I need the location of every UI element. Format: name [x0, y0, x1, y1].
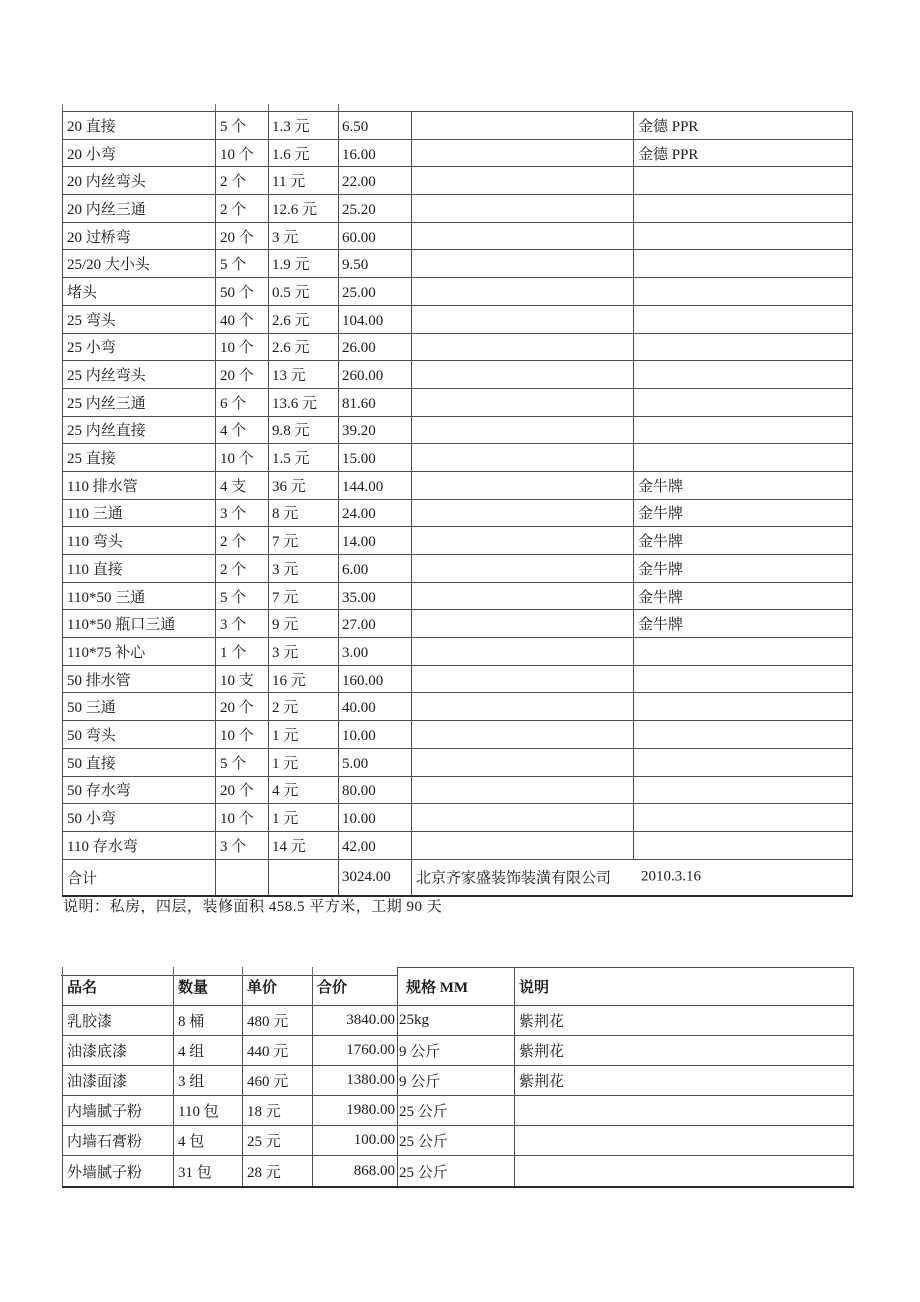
blank-cell	[412, 582, 634, 610]
blank-cell	[412, 693, 634, 721]
amount-cell: 1760.00	[313, 1036, 398, 1066]
amount-cell: 3840.00	[313, 1006, 398, 1036]
note-line: 说明：私房，四层，装修面积 458.5 平方米，工期 90 天	[63, 899, 443, 915]
amount-cell	[339, 222, 412, 250]
amount-cell	[339, 804, 412, 832]
amount-value: 24.00	[342, 506, 376, 523]
item-name-cell: 110 存水弯	[63, 831, 216, 859]
amount-cell	[339, 444, 412, 472]
blank-cell	[412, 499, 634, 527]
amount-cell	[339, 527, 412, 555]
brand-cell	[634, 693, 853, 721]
header-top-border-offset	[61, 965, 397, 976]
amount-value: 260.00	[342, 368, 384, 385]
brand-cell	[634, 638, 853, 666]
quantity-cell: 6 个	[216, 388, 269, 416]
blank-cell	[412, 416, 634, 444]
note-cell: 紫荆花	[515, 1036, 854, 1066]
table-row	[63, 444, 853, 472]
totals-amount-cell: 3024.00	[339, 859, 412, 896]
table-row	[63, 804, 853, 832]
unit-price-cell: 11 元	[269, 167, 339, 195]
spec-cell: 25 公斤	[398, 1096, 515, 1126]
amount-value: 9.50	[342, 257, 369, 274]
blank-cell	[412, 776, 634, 804]
date-text: 2010.3.16	[641, 868, 701, 885]
spec-cell: 25kg	[398, 1006, 515, 1036]
table-border-stub	[312, 967, 313, 976]
quantity-cell: 2 个	[216, 527, 269, 555]
amount-value: 3.00	[342, 644, 369, 661]
brand-cell	[634, 665, 853, 693]
table-row	[63, 555, 853, 583]
table-border-stub	[62, 104, 63, 111]
quantity-cell: 4 组	[174, 1036, 243, 1066]
blank-cell	[412, 139, 634, 167]
table-border-stub	[215, 104, 216, 111]
blank-cell	[412, 167, 634, 195]
amount-cell	[339, 195, 412, 223]
brand-cell	[634, 250, 853, 278]
brand-cell: 金德 PPR	[634, 139, 853, 167]
amount-cell	[339, 665, 412, 693]
blank-cell	[412, 721, 634, 749]
table-row	[63, 471, 853, 499]
spec-cell: 9 公斤	[398, 1066, 515, 1096]
table-border-stub	[242, 967, 243, 976]
quantity-cell: 110 包	[174, 1096, 243, 1126]
brand-cell	[634, 804, 853, 832]
table-row	[63, 831, 853, 859]
unit-price-cell: 1.3 元	[269, 112, 339, 140]
amount-cell	[339, 278, 412, 306]
table-row	[63, 721, 853, 749]
amount-cell	[339, 582, 412, 610]
quantity-cell: 20 个	[216, 361, 269, 389]
table-row	[63, 582, 853, 610]
amount-value: 144.00	[342, 478, 384, 495]
unit-price-cell: 13 元	[269, 361, 339, 389]
unit-price-cell: 13.6 元	[269, 388, 339, 416]
header-unit-price: 单价	[243, 968, 313, 1006]
spec-cell: 25 公斤	[398, 1126, 515, 1156]
brand-cell: 金牛牌	[634, 499, 853, 527]
table-border-stub	[338, 104, 339, 111]
amount-cell	[339, 638, 412, 666]
table-row	[63, 250, 853, 278]
table-row	[63, 388, 853, 416]
table-row	[63, 776, 853, 804]
blank-cell	[412, 471, 634, 499]
item-name-cell: 110 三通	[63, 499, 216, 527]
item-name-cell: 20 内丝三通	[63, 195, 216, 223]
brand-cell: 金牛牌	[634, 582, 853, 610]
company-name: 北京齐家盛装饰装潢有限公司	[416, 870, 612, 887]
amount-value: 22.00	[342, 174, 376, 191]
quantity-cell: 20 个	[216, 222, 269, 250]
unit-price-cell: 14 元	[269, 831, 339, 859]
quantity-cell: 3 组	[174, 1066, 243, 1096]
quantity-cell: 31 包	[174, 1156, 243, 1187]
brand-cell	[634, 333, 853, 361]
amount-cell: 100.00	[313, 1126, 398, 1156]
unit-price-cell: 2 元	[269, 693, 339, 721]
amount-value: 26.00	[342, 340, 376, 357]
amount-cell	[339, 499, 412, 527]
brand-cell	[634, 776, 853, 804]
brand-cell	[634, 167, 853, 195]
blank-cell	[412, 361, 634, 389]
paint-table	[62, 967, 854, 1188]
item-name-cell: 25 小弯	[63, 333, 216, 361]
table-row	[63, 1126, 854, 1156]
amount-value: 6.50	[342, 118, 369, 135]
item-name-cell: 20 小弯	[63, 139, 216, 167]
table-row	[63, 416, 853, 444]
item-name-cell: 20 内丝弯头	[63, 167, 216, 195]
brand-cell	[634, 222, 853, 250]
item-name-cell: 25 直接	[63, 444, 216, 472]
table-border-stub	[62, 967, 63, 976]
amount-cell	[339, 721, 412, 749]
unit-price-cell: 480 元	[243, 1006, 313, 1036]
item-name-cell: 50 存水弯	[63, 776, 216, 804]
item-name-cell: 油漆底漆	[63, 1036, 174, 1066]
blank-cell	[412, 222, 634, 250]
amount-cell	[339, 250, 412, 278]
brand-cell	[634, 416, 853, 444]
brand-cell	[634, 361, 853, 389]
item-name-cell: 油漆面漆	[63, 1066, 174, 1096]
table-row	[63, 112, 853, 140]
item-name-cell: 内墙腻子粉	[63, 1096, 174, 1126]
unit-price-cell: 16 元	[269, 665, 339, 693]
amount-cell	[339, 333, 412, 361]
amount-cell: 1980.00	[313, 1096, 398, 1126]
empty-cell	[269, 859, 339, 896]
quantity-cell: 10 个	[216, 444, 269, 472]
table-row	[63, 499, 853, 527]
item-name-cell: 50 弯头	[63, 721, 216, 749]
blank-cell	[412, 610, 634, 638]
unit-price-cell: 4 元	[269, 776, 339, 804]
amount-value: 5.00	[342, 755, 369, 772]
unit-price-cell: 1 元	[269, 748, 339, 776]
amount-value: 14.00	[342, 534, 376, 551]
quantity-cell: 40 个	[216, 305, 269, 333]
quantity-cell: 3 个	[216, 831, 269, 859]
blank-cell	[412, 305, 634, 333]
amount-value: 10.00	[342, 727, 376, 744]
table-row	[63, 222, 853, 250]
unit-price-cell: 1.5 元	[269, 444, 339, 472]
amount-cell: 868.00	[313, 1156, 398, 1187]
totals-company-date-cell	[412, 859, 853, 896]
amount-cell	[339, 748, 412, 776]
brand-cell	[634, 721, 853, 749]
unit-price-cell: 3 元	[269, 638, 339, 666]
brand-cell: 金牛牌	[634, 471, 853, 499]
unit-price-cell: 3 元	[269, 222, 339, 250]
unit-price-cell: 2.6 元	[269, 333, 339, 361]
unit-price-cell: 3 元	[269, 555, 339, 583]
unit-price-cell: 1 元	[269, 721, 339, 749]
table-row	[63, 748, 853, 776]
table-row	[63, 195, 853, 223]
table-row	[63, 693, 853, 721]
amount-cell	[339, 112, 412, 140]
blank-cell	[412, 831, 634, 859]
item-name-cell: 25 内丝弯头	[63, 361, 216, 389]
quantity-cell: 2 个	[216, 195, 269, 223]
item-name-cell: 50 三通	[63, 693, 216, 721]
header-item-name: 品名	[63, 968, 174, 1006]
note-cell	[515, 1156, 854, 1187]
item-name-cell: 50 直接	[63, 748, 216, 776]
quantity-cell: 2 个	[216, 555, 269, 583]
totals-label-cell: 合计	[63, 859, 216, 896]
brand-cell	[634, 195, 853, 223]
brand-cell	[634, 831, 853, 859]
amount-cell	[339, 361, 412, 389]
table-row	[63, 1096, 854, 1126]
item-name-cell: 内墙石膏粉	[63, 1126, 174, 1156]
amount-cell	[339, 555, 412, 583]
item-name-cell: 25 内丝直接	[63, 416, 216, 444]
table-border-stub	[173, 967, 174, 976]
table-row	[63, 139, 853, 167]
quantity-cell: 8 桶	[174, 1006, 243, 1036]
blank-cell	[412, 278, 634, 306]
table-row	[63, 1066, 854, 1096]
blank-cell	[412, 112, 634, 140]
note-cell	[515, 1126, 854, 1156]
quantity-cell: 5 个	[216, 250, 269, 278]
item-name-cell: 20 过桥弯	[63, 222, 216, 250]
note-cell: 紫荆花	[515, 1006, 854, 1036]
brand-cell	[634, 388, 853, 416]
item-name-cell: 25 内丝三通	[63, 388, 216, 416]
table-row	[63, 1036, 854, 1066]
amount-cell	[339, 416, 412, 444]
quantity-cell: 2 个	[216, 167, 269, 195]
quantity-cell: 1 个	[216, 638, 269, 666]
table-row	[63, 333, 853, 361]
amount-value: 25.20	[342, 201, 376, 218]
blank-cell	[412, 804, 634, 832]
amount-value: 42.00	[342, 838, 376, 855]
unit-price-cell: 12.6 元	[269, 195, 339, 223]
blank-cell	[412, 250, 634, 278]
table-row	[63, 665, 853, 693]
unit-price-cell: 36 元	[269, 471, 339, 499]
amount-cell	[339, 610, 412, 638]
table-row	[63, 527, 853, 555]
table-row	[63, 278, 853, 306]
item-name-cell: 25 弯头	[63, 305, 216, 333]
brand-cell: 金牛牌	[634, 610, 853, 638]
amount-cell	[339, 471, 412, 499]
amount-cell	[339, 305, 412, 333]
item-name-cell: 50 小弯	[63, 804, 216, 832]
spec-cell: 9 公斤	[398, 1036, 515, 1066]
amount-cell: 1380.00	[313, 1066, 398, 1096]
brand-cell: 金牛牌	[634, 555, 853, 583]
quantity-cell: 3 个	[216, 610, 269, 638]
item-name-cell: 50 排水管	[63, 665, 216, 693]
amount-cell	[339, 693, 412, 721]
item-name-cell: 110*50 瓶口三通	[63, 610, 216, 638]
item-name-cell: 110*50 三通	[63, 582, 216, 610]
table-row	[63, 610, 853, 638]
unit-price-cell: 7 元	[269, 527, 339, 555]
quantity-cell: 10 个	[216, 804, 269, 832]
unit-price-cell: 2.6 元	[269, 305, 339, 333]
unit-price-cell: 0.5 元	[269, 278, 339, 306]
quantity-cell: 50 个	[216, 278, 269, 306]
amount-value: 40.00	[342, 700, 376, 717]
quantity-cell: 4 支	[216, 471, 269, 499]
quantity-cell: 4 个	[216, 416, 269, 444]
item-name-cell: 外墙腻子粉	[63, 1156, 174, 1187]
header-amount: 合价	[313, 968, 398, 1006]
amount-value: 16.00	[342, 146, 376, 163]
amount-value: 80.00	[342, 783, 376, 800]
amount-value: 81.60	[342, 395, 376, 412]
quantity-cell: 20 个	[216, 693, 269, 721]
blank-cell	[412, 748, 634, 776]
item-name-cell: 110 直接	[63, 555, 216, 583]
amount-value: 39.20	[342, 423, 376, 440]
item-name-cell: 堵头	[63, 278, 216, 306]
table-border-stub	[268, 104, 269, 111]
unit-price-cell: 8 元	[269, 499, 339, 527]
brand-cell	[634, 748, 853, 776]
brand-cell	[634, 278, 853, 306]
item-name-cell: 110 排水管	[63, 471, 216, 499]
table-row	[63, 361, 853, 389]
quantity-cell: 20 个	[216, 776, 269, 804]
blank-cell	[412, 638, 634, 666]
amount-value: 10.00	[342, 811, 376, 828]
note-cell	[515, 1096, 854, 1126]
amount-cell	[339, 167, 412, 195]
empty-cell	[216, 859, 269, 896]
table-row	[63, 1156, 854, 1187]
quantity-cell: 10 个	[216, 139, 269, 167]
table-row	[63, 638, 853, 666]
amount-cell	[339, 139, 412, 167]
table-row	[63, 305, 853, 333]
quantity-cell: 5 个	[216, 748, 269, 776]
header-quantity: 数量	[174, 968, 243, 1006]
unit-price-cell: 9.8 元	[269, 416, 339, 444]
unit-price-cell: 9 元	[269, 610, 339, 638]
header-note: 说明	[515, 968, 854, 1006]
quantity-cell: 3 个	[216, 499, 269, 527]
blank-cell	[412, 555, 634, 583]
amount-value: 27.00	[342, 617, 376, 634]
amount-value: 60.00	[342, 229, 376, 246]
quantity-cell: 10 个	[216, 721, 269, 749]
header-spec: 规格 MM	[398, 968, 515, 1006]
unit-price-cell: 460 元	[243, 1066, 313, 1096]
table-row	[63, 1006, 854, 1036]
brand-cell	[634, 444, 853, 472]
amount-value: 25.00	[342, 284, 376, 301]
item-name-cell: 110*75 补心	[63, 638, 216, 666]
unit-price-cell: 25 元	[243, 1126, 313, 1156]
unit-price-cell: 440 元	[243, 1036, 313, 1066]
brand-cell	[634, 305, 853, 333]
note-cell: 紫荆花	[515, 1066, 854, 1096]
unit-price-cell: 1.9 元	[269, 250, 339, 278]
table-row	[63, 167, 853, 195]
quantity-cell: 5 个	[216, 582, 269, 610]
blank-cell	[412, 665, 634, 693]
totals-row	[63, 859, 853, 896]
unit-price-cell: 1 元	[269, 804, 339, 832]
blank-cell	[412, 195, 634, 223]
brand-cell: 金牛牌	[634, 527, 853, 555]
unit-price-cell: 18 元	[243, 1096, 313, 1126]
quantity-cell: 5 个	[216, 112, 269, 140]
blank-cell	[412, 527, 634, 555]
materials-table	[62, 111, 853, 897]
amount-cell	[339, 831, 412, 859]
blank-cell	[412, 388, 634, 416]
spec-cell: 25 公斤	[398, 1156, 515, 1187]
amount-value: 160.00	[342, 672, 384, 689]
item-name-cell: 110 弯头	[63, 527, 216, 555]
quantity-cell: 4 包	[174, 1126, 243, 1156]
blank-cell	[412, 444, 634, 472]
amount-value: 35.00	[342, 589, 376, 606]
item-name-cell: 25/20 大小头	[63, 250, 216, 278]
amount-value: 104.00	[342, 312, 384, 329]
quantity-cell: 10 个	[216, 333, 269, 361]
item-name-cell: 20 直接	[63, 112, 216, 140]
quantity-cell: 10 支	[216, 665, 269, 693]
amount-value: 6.00	[342, 561, 369, 578]
blank-cell	[412, 333, 634, 361]
unit-price-cell: 28 元	[243, 1156, 313, 1187]
amount-value: 15.00	[342, 451, 376, 468]
unit-price-cell: 7 元	[269, 582, 339, 610]
item-name-cell: 乳胶漆	[63, 1006, 174, 1036]
unit-price-cell: 1.6 元	[269, 139, 339, 167]
amount-cell	[339, 776, 412, 804]
amount-cell	[339, 388, 412, 416]
brand-cell: 金德 PPR	[634, 112, 853, 140]
